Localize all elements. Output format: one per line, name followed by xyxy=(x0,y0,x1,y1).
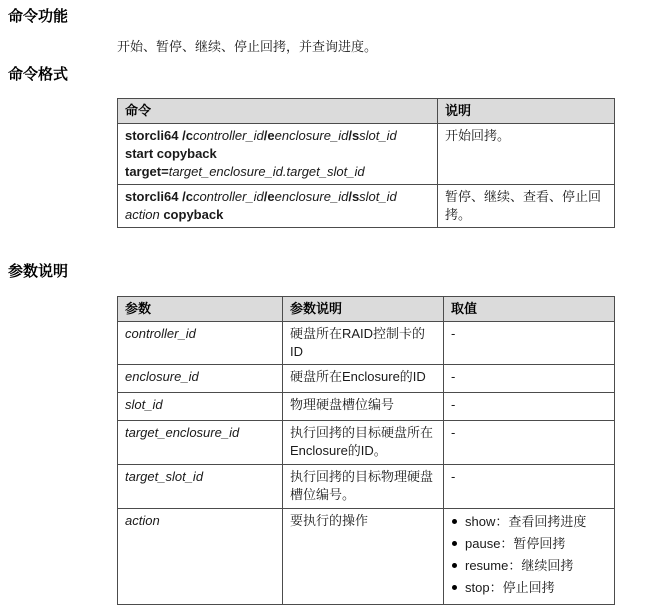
command-segment: storcli64 /c xyxy=(125,189,193,204)
command-segment: start copyback xyxy=(125,146,217,161)
param-cell: enclosure_id xyxy=(118,365,283,393)
bullet-icon xyxy=(452,563,457,568)
command-segment: target_enclosure_id.target_slot_id xyxy=(168,164,365,179)
command-segment: storcli64 /c xyxy=(125,128,193,143)
param-desc-cell: 硬盘所在RAID控制卡的ID xyxy=(283,322,444,365)
value-list-text: show：查看回拷进度 xyxy=(465,514,587,529)
value-list-item xyxy=(451,513,607,530)
value-list-item xyxy=(451,579,607,596)
command-segment: /e xyxy=(263,128,275,143)
param-cell: target_enclosure_id xyxy=(118,421,283,465)
param-cell: action xyxy=(118,509,283,605)
value-list-item xyxy=(451,535,607,552)
value-list-text: resume：继续回拷 xyxy=(465,558,574,573)
command-segment: slot_id xyxy=(359,189,397,204)
param-desc-cell: 物理硬盘槽位编号 xyxy=(283,393,444,421)
command-segment: enclosure_id xyxy=(274,128,349,143)
command-segment: controller_id xyxy=(192,128,264,143)
bullet-icon xyxy=(452,585,457,590)
command-segment: controller_id xyxy=(192,189,264,204)
bullet-icon xyxy=(452,519,457,524)
param-value-cell: - xyxy=(444,421,615,465)
command-cell xyxy=(118,185,438,228)
param-desc-cell: 硬盘所在Enclosure的ID xyxy=(283,365,444,393)
command-column-header: 命令 xyxy=(118,99,438,124)
command-segment: /s xyxy=(348,128,360,143)
table-row xyxy=(118,185,615,228)
command-segment: target= xyxy=(125,164,169,179)
command-function-text: 开始、暂停、继续、停止回拷，并查询进度。 xyxy=(117,39,378,54)
param-column-header: 参数 xyxy=(118,297,283,322)
command-segment: /e xyxy=(263,189,275,204)
param-value-cell: - xyxy=(444,393,615,421)
command-segment: action xyxy=(125,207,160,222)
value-list-item xyxy=(451,557,607,574)
param-desc-column-header: 参数说明 xyxy=(283,297,444,322)
command-segment: copyback xyxy=(163,207,224,222)
value-bullet-list xyxy=(451,513,607,596)
param-value-cell xyxy=(444,509,615,605)
value-list-text: stop：停止回拷 xyxy=(465,580,555,595)
param-desc-cell: 执行回拷的目标硬盘所在Enclosure的ID。 xyxy=(283,421,444,465)
bullet-icon xyxy=(452,541,457,546)
command-segment: slot_id xyxy=(359,128,397,143)
param-value-cell: - xyxy=(444,465,615,509)
command-segment: /s xyxy=(348,189,360,204)
command-segment: enclosure_id xyxy=(274,189,349,204)
table-row xyxy=(118,322,615,365)
table-row xyxy=(118,393,615,421)
table-row xyxy=(118,124,615,185)
param-desc-cell: 执行回拷的目标物理硬盘槽位编号。 xyxy=(283,465,444,509)
command-table-header-row xyxy=(118,99,615,124)
value-list-text: pause：暂停回拷 xyxy=(465,536,566,551)
table-row xyxy=(118,421,615,465)
description-cell: 开始回拷。 xyxy=(438,124,615,185)
command-table xyxy=(117,98,615,228)
section-heading-command-function: 命令功能 xyxy=(8,8,69,25)
section-heading-params: 参数说明 xyxy=(8,263,69,280)
table-row xyxy=(118,465,615,509)
description-column-header: 说明 xyxy=(438,99,615,124)
value-column-header: 取值 xyxy=(444,297,615,322)
param-table-header-row xyxy=(118,297,615,322)
description-cell: 暂停、继续、查看、停止回拷。 xyxy=(438,185,615,228)
param-table xyxy=(117,296,615,605)
section-heading-command-format: 命令格式 xyxy=(8,66,69,83)
command-cell xyxy=(118,124,438,185)
table-row xyxy=(118,365,615,393)
param-cell: controller_id xyxy=(118,322,283,365)
param-value-cell: - xyxy=(444,365,615,393)
param-desc-cell: 要执行的操作 xyxy=(283,509,444,605)
param-value-cell: - xyxy=(444,322,615,365)
table-row xyxy=(118,509,615,605)
param-cell: target_slot_id xyxy=(118,465,283,509)
param-cell: slot_id xyxy=(118,393,283,421)
